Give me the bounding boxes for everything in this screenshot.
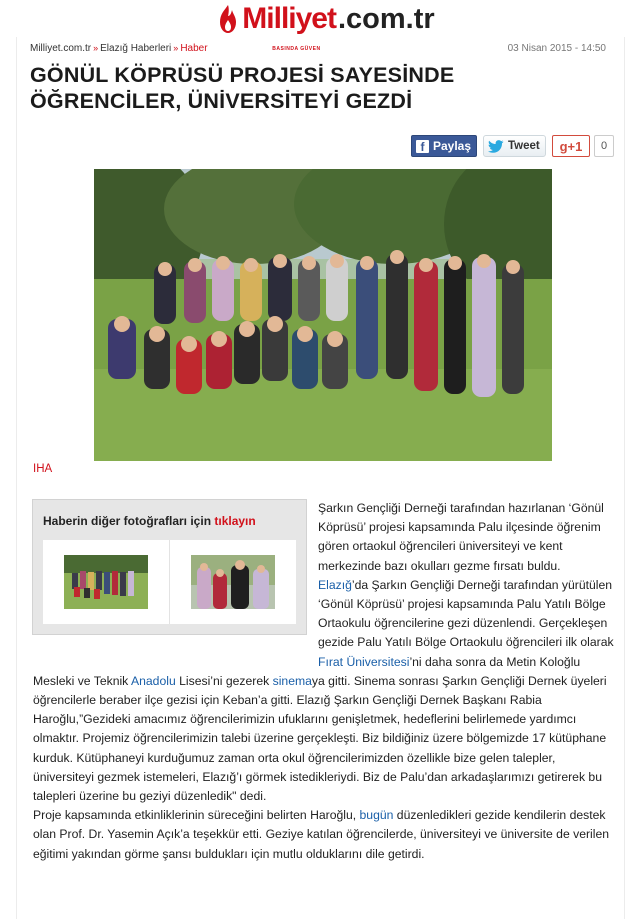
facebook-share-label: Paylaş <box>433 139 472 153</box>
publish-date: 03 Nisan 2015 - 14:50 <box>507 43 606 54</box>
article-paragraph-1: Şarkın Gençliği Derneği tarafından hazırlanan ‘Gönül Köprüsü’ projesi kapsamında Palu ilçesinde öğrenim gören ortaokul öğrencileri üniversiteyi ve kent merkezinde bazı okulları gezme fırsatı buldu. <box>318 501 604 573</box>
photo-source: IHA <box>33 463 53 475</box>
tweet-label: Tweet <box>508 140 540 152</box>
title-line-1: GÖNÜL KÖPRÜSÜ PROJESİ SAYESİNDE <box>30 63 455 87</box>
breadcrumb-elazig[interactable]: Elazığ Haberleri <box>100 43 172 54</box>
breadcrumb-separator: » <box>173 43 179 53</box>
article-body <box>33 499 616 864</box>
article-paragraph-3: Proje kapsamında etkinliklerinin süreceğini belirten Haroğlu, bugün düzenledikleri gezide kendilerin destek olan Prof. Dr. Yasemin Açık’a teşekkür etti. Geziye katılan öğrencilerde, üniversiteyi ve üniversite de verilen eğitimi yakından görme şansı buldukları için mutlu olduklarını dile getirdi. <box>33 808 610 861</box>
link-bugun[interactable]: bugün <box>359 808 394 823</box>
breadcrumb-home[interactable]: Milliyet.com.tr <box>30 43 92 54</box>
breadcrumb <box>30 43 208 54</box>
facebook-icon: f <box>416 140 429 153</box>
google-plus-count: 0 <box>594 135 614 157</box>
share-bar <box>411 135 614 157</box>
breadcrumb-haber[interactable]: Haber <box>180 43 208 54</box>
group-photo-image <box>94 169 552 461</box>
link-sinema[interactable]: sinema <box>272 673 312 688</box>
logo-tagline: BASINDA GÜVEN <box>272 46 321 52</box>
link-elazig[interactable]: Elazığ <box>318 577 352 592</box>
link-anadolu[interactable]: Anadolu <box>131 673 176 688</box>
article-title <box>30 62 590 114</box>
facebook-share-button[interactable] <box>411 135 477 157</box>
twitter-bird-icon <box>488 140 504 153</box>
google-plus-button[interactable]: g+1 <box>552 135 590 157</box>
gallery-heading-text: Haberin diğer fotoğrafları için <box>43 514 212 528</box>
gallery-float-spacer <box>33 499 318 659</box>
breadcrumb-separator: » <box>93 43 99 53</box>
logo-domain: .com.tr <box>338 3 435 35</box>
logo-wordmark: Milliyet BASINDA GÜVEN <box>242 2 336 36</box>
article-main-photo[interactable] <box>94 169 552 461</box>
title-line-2: ÖĞRENCİLER, ÜNİVERSİTEYİ GEZDİ <box>30 89 413 113</box>
gallery-link[interactable]: tıklayın <box>214 514 256 528</box>
tweet-button[interactable] <box>483 135 546 157</box>
article-paragraph-2: Elazığ’da Şarkın Gençliği Derneği tarafından yürütülen ‘Gönül Köprüsü’ projesi kapsamında Palu Yatılı Bölge Ortaokulu öğrencilerine gezi düzenlendi. Gerçekleşen gezide Palu Yatılı Bölge Ortaokulu öğrencileri ilk olarak Fırat Üniversitesi’ni daha sonra da Metin Koloğlu Mesleki ve Teknik Anadolu Lisesi’ni gezerek sinemaya gitti. Sinema sonrası Şarkın Gençliği Dernek üyeleri öğrencilerle beraber ilçe gezisi için Keban’a gitti. Elazığ Şarkın Gençliği Dernek Başkanı Rabia Haroğlu,”Gezideki amacımız öğrencilerimizin ufuklarını genişletmek, hedeflerini belirlemede yardımcı olmaktır. Projemiz öğrencilerimizin talebi üzerine gerçekleşti. Biz bildiğiniz üzere bölgemizde 17 kütüphane kurduk. Kütüphaneyi kurduğumuz zaman orta okul öğrencilerimizden özellikle bize gelen talepler, üniversiteyi gezmek istemeleri, Elazığ’ı görmek istedikleriydi. Biz de Palu’dan arkadaşlarımızı getirerek bu talepleri üzerine bu geziyi düzenledik" dedi. <box>33 577 614 804</box>
link-firat-universitesi[interactable]: Fırat Üniversitesi <box>318 654 410 669</box>
milliyet-flame-icon <box>217 4 239 34</box>
